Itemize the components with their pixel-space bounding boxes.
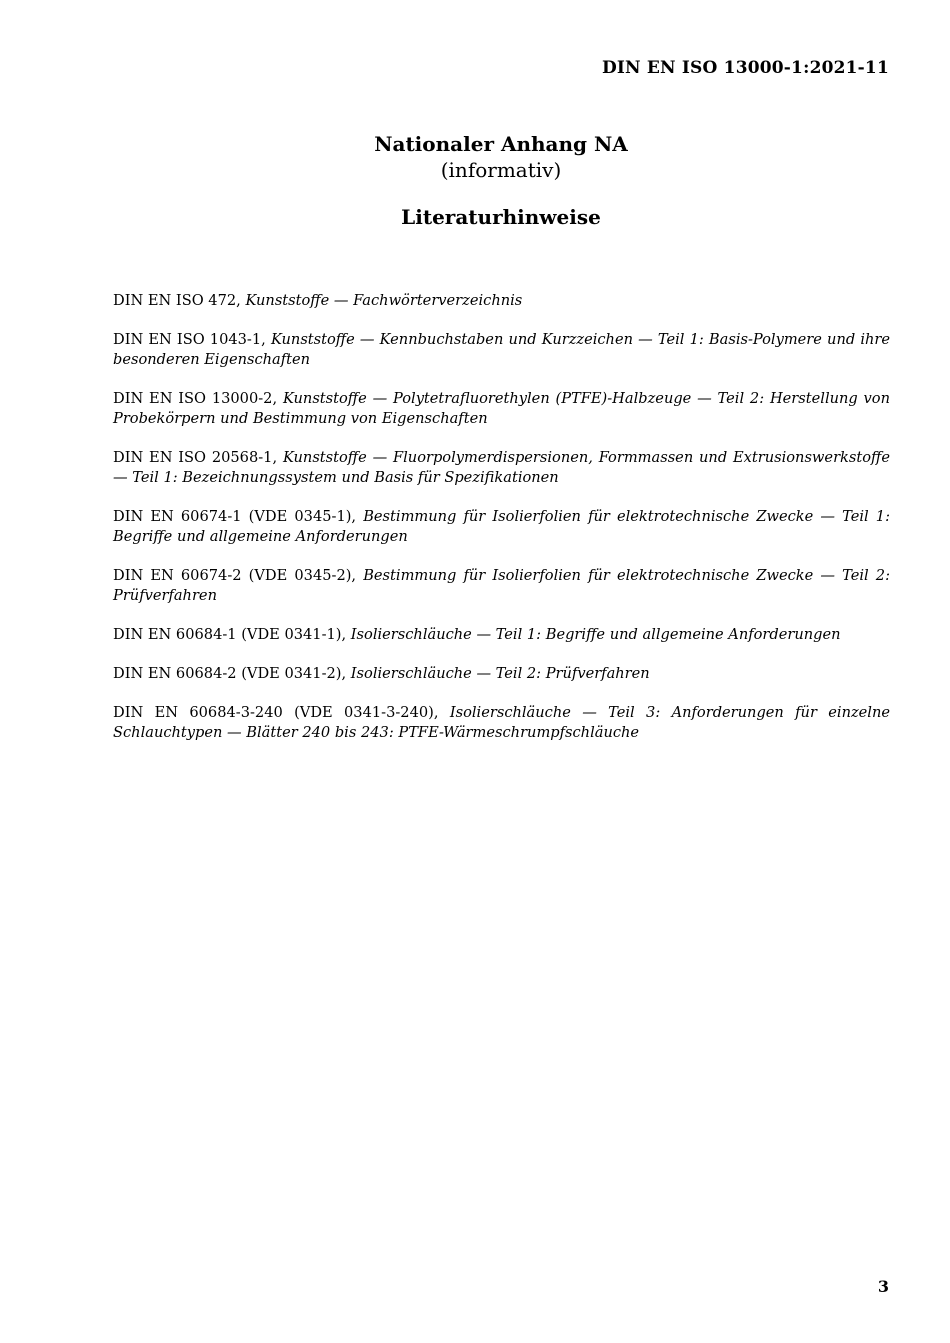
reference-id: DIN EN 60684-2 (VDE 0341-2),: [113, 665, 347, 682]
annex-heading: [0, 130, 950, 182]
reference-item: [113, 291, 890, 311]
reference-title: Isolierschläuche — Teil 1: Begriffe und allgemeine Anforderungen: [350, 626, 841, 643]
reference-id: DIN EN 60674-2 (VDE 0345-2),: [113, 567, 357, 584]
reference-item: [113, 448, 890, 488]
document-id: DIN EN ISO 13000-1:2021-11: [601, 58, 889, 78]
section-title: Literaturhinweise: [401, 205, 601, 229]
reference-item: [113, 703, 890, 743]
page-number: 3: [877, 1277, 889, 1296]
reference-title: Kunststoffe — Polytetrafluorethylen (PTFE)-Halbzeuge — Teil 2: Herstellung von Probekörpern und Bestimmung von Eigenschaften: [113, 390, 890, 427]
reference-id: DIN EN 60674-1 (VDE 0345-1),: [113, 508, 357, 525]
reference-id: DIN EN 60684-3-240 (VDE 0341-3-240),: [113, 704, 439, 721]
reference-title: Kunststoffe — Fluorpolymerdispersionen, Formmassen und Extrusionswerkstoffe — Teil 1: Bezeichnungssystem und Basis für Spezifikationen: [113, 449, 890, 486]
reference-id: DIN EN ISO 472,: [113, 292, 241, 309]
reference-title: Bestimmung für Isolierfolien für elektrotechnische Zwecke — Teil 2: Prüfverfahren: [113, 567, 890, 604]
reference-title: Bestimmung für Isolierfolien für elektrotechnische Zwecke — Teil 1: Begriffe und allgemeine Anforderungen: [113, 508, 890, 545]
reference-item: [113, 566, 890, 606]
reference-id: DIN EN ISO 13000-2,: [113, 390, 278, 407]
annex-subtitle: (informativ): [440, 158, 562, 182]
reference-id: DIN EN 60684-1 (VDE 0341-1),: [113, 626, 347, 643]
reference-title: Isolierschläuche — Teil 2: Prüfverfahren: [350, 665, 650, 682]
reference-title: Kunststoffe — Fachwörterverzeichnis: [245, 292, 523, 309]
reference-item: [113, 330, 890, 370]
reference-title: Kunststoffe — Kennbuchstaben und Kurzzeichen — Teil 1: Basis-Polymere und ihre besonderen Eigenschaften: [113, 331, 891, 368]
reference-id: DIN EN ISO 20568-1,: [113, 449, 278, 466]
reference-item: [113, 625, 890, 645]
reference-id: DIN EN ISO 1043-1,: [113, 331, 266, 348]
reference-item: [113, 389, 890, 429]
reference-item: [113, 664, 890, 684]
reference-list: [113, 291, 890, 762]
reference-item: [113, 507, 890, 547]
annex-title: Nationaler Anhang NA: [374, 132, 628, 156]
reference-title: Isolierschläuche — Teil 3: Anforderungen für einzelne Schlauchtypen — Blätter 240 bis 243: PTFE-Wärmeschrumpfschläuche: [113, 704, 891, 741]
